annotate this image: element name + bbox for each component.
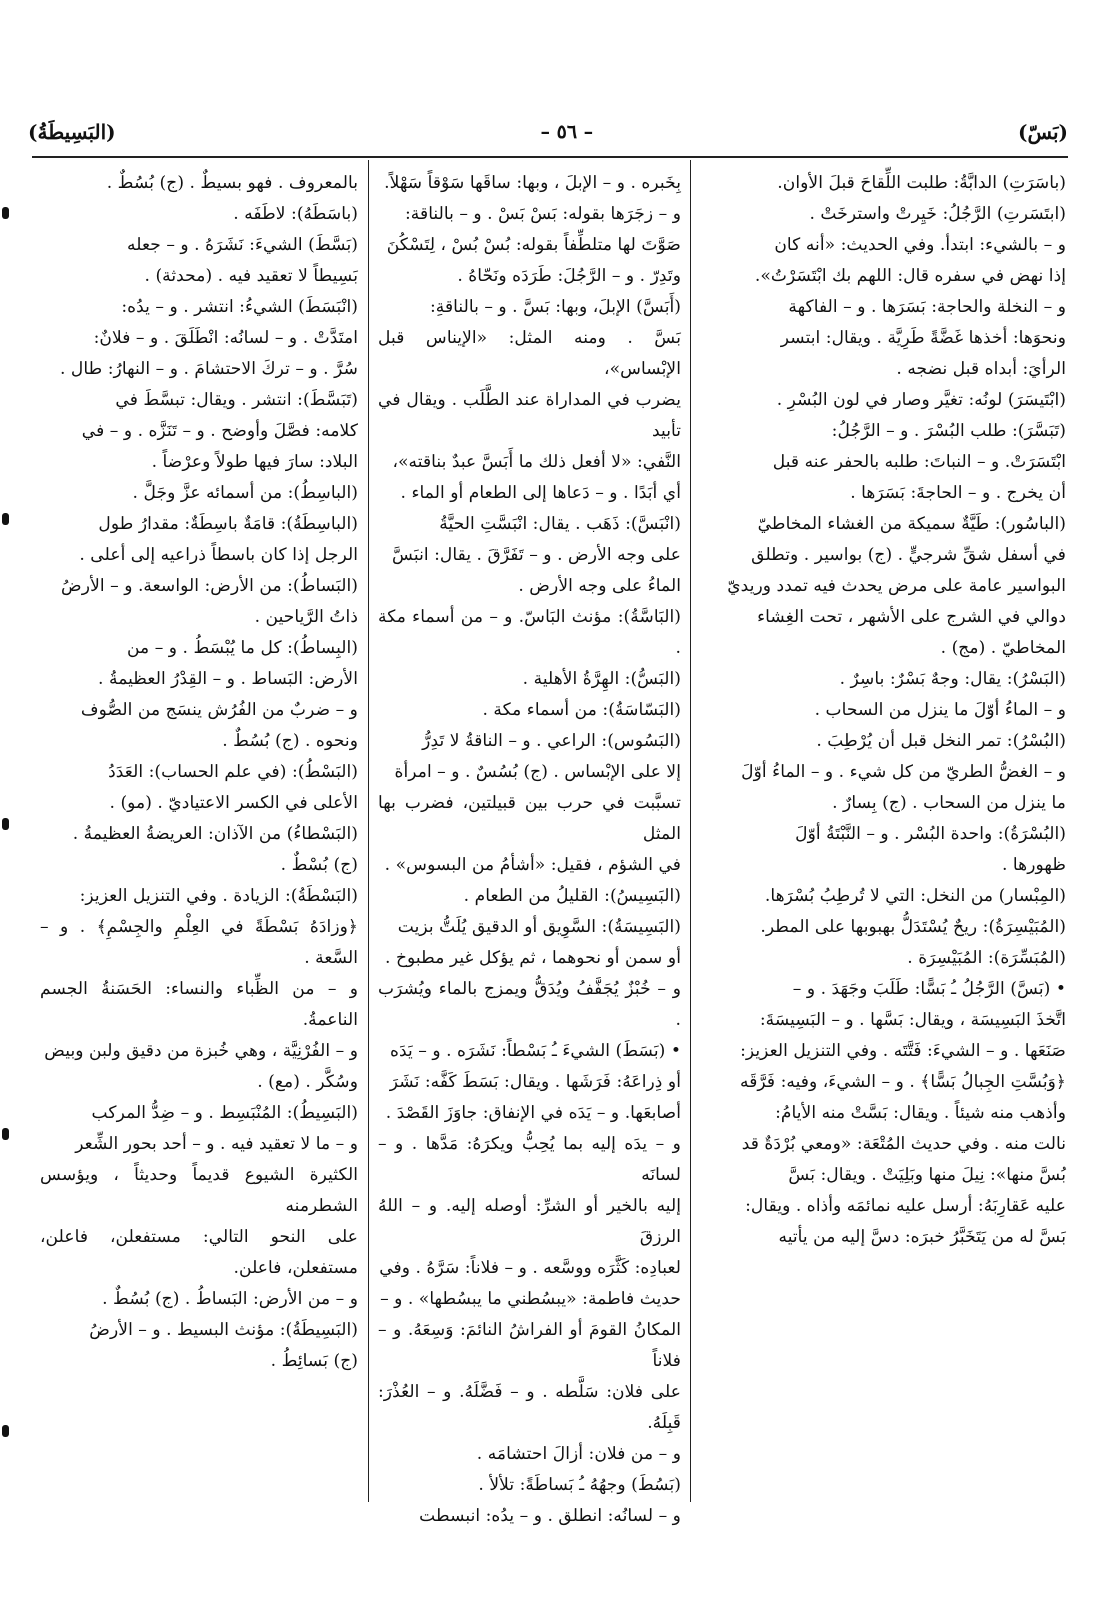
text-line: بِخَبره . و – الإبلَ ، وبها: ساقَها سَوْقاً سَهْلاً. (384, 173, 681, 193)
text-line: الكثيرة الشيوع قديماً وحديثاً ، ويؤسس الشطرمنه (40, 1165, 358, 1216)
text-line: ما ينزل من السحاب . (ج) بِسارٌ . (832, 793, 1066, 813)
column-divider-left (368, 160, 369, 1502)
text-line: حديث فاطمة: «يبسُطني ما يبسُطها» . و – (380, 1289, 681, 1309)
text-line: (المِبْسار) من النخل: التي لا تُرطِبُ بُسْرَها. (764, 886, 1066, 906)
text-line: (البَسِيسَةُ): السَّوِيق أو الدقيق يُلَتُّ بزيت (397, 917, 681, 937)
text-line: كلامه: فصَّلَ وأوضح . و – تَنَزَّه . و – في (81, 421, 358, 441)
text-line: (البُسْرَةُ): واحدة البُسْر . و – النَّبْتَةُ أوّلَ (795, 824, 1066, 844)
text-line: و – الفُرْنِيَّة ، وهي خُبزة من دقيق ولبن وبيض (44, 1041, 358, 1061)
text-line: الأرض: البَساط . و – القِدْرُ العظيمةُ . (98, 669, 358, 689)
text-line: إلا على الإبْساس . (ج) بُسُسٌ . و – امرأة (394, 762, 681, 782)
page-header (28, 112, 1068, 152)
text-line: ونحوَها: أخذها غَضَّةً طَرِيَّة . ويقال: ابتسر (780, 328, 1066, 348)
text-line: البلاد: سارَ فيها طولاً وعرْضاً . (151, 452, 358, 472)
text-line: (ج) بُسْطٌ . (280, 855, 358, 875)
text-line: و – الغضُّ الطريّ من كل شيء . و – الماءُ أوّلَ (741, 762, 1066, 782)
text-line: البواسير عامة على مرض يحدث فيه تمدد وريديّ (727, 576, 1066, 596)
text-line: و – من الظِّباء والنساء: الحَسَنةُ الجسم الناعمةُ. (40, 979, 358, 1030)
column-right (700, 168, 1066, 1498)
text-line: امتَدَّتْ . و – لسانُه: انْطَلَقَ . و – فلانٌ: (93, 328, 358, 348)
text-line: (البِساطُ): كل ما يُبْسَطُ . و – من (126, 638, 358, 658)
binding-mark (2, 207, 9, 219)
text-line: و – ضربٌ من الفُرُش ينسَج من الصُّوف (80, 700, 358, 720)
text-line: صَنَعَها . و – الشيءَ: فَتَّتَه . وفي التنزيل العزيز: (740, 1041, 1066, 1061)
text-line: أو ذِراعَهُ: فَرَشَها . ويقال: بَسَطَ كَفَّه: نَشَرَ (389, 1072, 681, 1092)
text-line: و – زجَرَها بقوله: بَسْ بَسْ . و – بالناقة: (404, 204, 681, 224)
text-line: ﴿وَبُسَّتِ الجِبالُ بَسًّا﴾ . و – الشيءَ، وفيه: فَرَّقَه (739, 1072, 1066, 1092)
text-line: و – خُبْزٌ يُجَفَّفُ ويُدَقُّ ويمزج بالماء ويُشرَب . (378, 979, 681, 1030)
text-line: وتَدِرّ . و – الرَّجُلَ: طَرَدَه ونَحّاهُ . (457, 266, 681, 286)
text-line: أصابعَها. و – يَدَه في الإنفاق: جاوَزَ القَصْدَ . (385, 1103, 681, 1123)
header-left-title: (البَسِيطَةُ) (28, 120, 116, 144)
text-line: إذا نهض في سفره قال: اللهم بك ابْتَسَرْتُ». (754, 266, 1066, 286)
text-line: (البَسّاسَةُ): من أسماء مكة . (482, 700, 681, 720)
text-line: على وجه الأرض . و – تَفَرَّقَ . يقال: انبَسَّ (391, 545, 681, 565)
text-line: ذاتُ الرَّياحين . (254, 607, 358, 627)
text-line: (تَبَسَّرَ): طلب البُسْرَ . و – الرَّجُلُ: (831, 421, 1066, 441)
text-line: يضرب في المداراة عند الطَّلَب . ويقال في تأبيد (378, 390, 681, 441)
text-line: • (بَسَّ) الرَّجُلُ ـُ بَسًّا: طَلَبَ وجَهَدَ . و – (792, 979, 1066, 999)
text-line: و – بالشيء: ابتدأ. وفي الحديث: «أنه كان (774, 235, 1066, 255)
text-line: (باسَرَتِ) الدابَّةُ: طلبت اللِّقاحَ قبلَ الأوان. (777, 173, 1066, 193)
text-line: (البَسْطاءُ) من الآذان: العريضةُ العظيمةُ . (72, 824, 358, 844)
text-line: بُسَّ منها»: نِيلَ منها وبَلِيَتْ . ويقال: بَسَّ (788, 1165, 1066, 1185)
text-line: (ابْتَيسَرَ) لونُه: تغيَّر وصار في لون البُسْرِ . (776, 390, 1066, 410)
text-line: و – النخلة والحاجة: بَسَرَها . و – الفاكهة (788, 297, 1066, 317)
column-divider-right (690, 160, 691, 1502)
text-line: (بَسَّطَ) الشيءَ: نَشَرَهُ . و – جعله (127, 235, 358, 255)
text-line: المخاطيّ . (مج) . (940, 638, 1066, 658)
text-line: بَسِيطاً لا تعقيد فيه . (محدثة) . (144, 266, 358, 286)
text-line: النَّفي: «لا أفعل ذلك ما أَبَسَّ عبدٌ بناقته»، (392, 452, 681, 472)
text-line: و – من الأرض: البَساطُ . (ج) بُسُطٌ . (102, 1289, 358, 1309)
text-line: بالمعروف . فهو بسيطٌ . (ج) بُسُطٌ . (106, 173, 358, 193)
text-line: المكانُ القومَ أو الفراشُ النائمَ: وَسِعَهُ. و – فلاناً (378, 1320, 681, 1371)
text-line: (البَاسَّةُ): مؤنث البَاسّ. و – من أسماء مكة . (378, 607, 681, 658)
text-line: دوالي في الشرج على الأشهر ، تحت الغِشاء (757, 607, 1066, 627)
text-line: على فلان: سَلَّطه . و – فَضَّلَهُ. و – العُذْرَ: قَبِلَهُ. (378, 1382, 681, 1433)
text-line: عليه عَقارِبَهُ: أرسل عليه نمائمَه وأذاه . ويقال: (745, 1196, 1066, 1216)
text-line: (البَسْطَةُ): الزيادة . وفي التنزيل العزيز: (79, 886, 358, 906)
text-line: ظهورها . (1001, 855, 1066, 875)
text-line: لعبادِه: كَثَّرَه ووسَّعه . و – فلاناً: سَرَّهُ . وفي (379, 1258, 681, 1278)
page-number: – ٥٦ – (540, 121, 594, 143)
text-line: وأذهب منه شيئاً . ويقال: بَسَّتْ منه الأيامُ: (775, 1103, 1066, 1123)
text-line: أن يخرج . و – الحاجةَ: بَسَرَها . (850, 483, 1066, 503)
binding-mark (2, 1425, 9, 1437)
text-line: الرجل إذا كان باسطاً ذراعيه إلى أعلى . (79, 545, 358, 565)
text-line: أو سمن أو نحوهما ، ثم يؤكل غير مطبوخ . (385, 948, 681, 968)
binding-mark (2, 818, 9, 830)
text-line: في أسفل شقِّ شرجيٍّ . (ج) بواسير . وتطلق (751, 545, 1066, 565)
text-line: و – من فلان: أزالَ احتشامَه . (476, 1444, 681, 1464)
column-middle (378, 168, 681, 1526)
text-line: الماءُ على وجه الأرض . (518, 576, 681, 596)
text-line: (البَسُّ): الهِرَّةُ الأهلية . (522, 669, 681, 689)
text-line: و – ما لا تعقيد فيه . و – أحد بحور الشِّعر (75, 1134, 358, 1154)
text-line: (انْبَسَطَ) الشيءُ: انتشر . و – يدُه: (121, 297, 358, 317)
text-line: أي أبَدًا . و – دَعاها إلى الطعام أو الماء . (400, 483, 681, 503)
header-right-title: (بَسّ) (1018, 120, 1068, 144)
text-line: نالت منه . وفي حديث المُتْعَة: «ومعي بُرْدَةٌ قد (741, 1134, 1066, 1154)
text-line: و – الماءُ أوّلَ ما ينزل من السحاب . (814, 700, 1066, 720)
text-line: (ابتَسَرتِ) الرَّجُلُ: خَيِرتْ واسترخَتْ . (809, 204, 1066, 224)
text-line: (أَبَسَّ) الإبلَ، وبها: بَسَّ . و – بالناقةِ: (429, 297, 681, 317)
text-line: (المُبَيْسِرَةُ): ريحٌ يُسْتَدَلُّ بهبوبها على المطر. (760, 917, 1066, 937)
text-line: الأعلى في الكسر الاعتياديّ . (مو) . (109, 793, 358, 813)
text-line: تسبَّبت في حرب بين قبيلتين، فضرب بها المثل (378, 793, 681, 844)
text-line: (الباسُور): طَيَّةٌ سميكة من الغشاء المخاطيّ (757, 514, 1066, 534)
text-line: (تَبَسَّطَ): انتشر . ويقال: تبسَّطَ في (115, 390, 358, 410)
text-line: (البَسْرُ): يقال: وجهٌ بَسْرٌ: باسِرٌ . (839, 669, 1066, 689)
text-line: بَسَّ . ومنه المثل: «الإيناس قبل الإبْساس»، (378, 328, 681, 379)
text-line: (البَسِيطُ): المُنْبَسِط . و – ضِدُّ المركب (91, 1103, 358, 1123)
text-line: (البَساطُ): من الأرض: الواسعة. و – الأرضُ (61, 576, 358, 596)
text-line: (البَسْطُ): (في علم الحساب): العَدَدُ (108, 762, 358, 782)
text-line: بَسَّ له من يَتَخَبَّرُ خبرَه: دسَّ إليه من يأتيه (778, 1227, 1066, 1247)
text-line: • (بَسَطَ) الشيءَ ـُ بَسْطاً: نَشَرَه . و – يَدَه (390, 1041, 681, 1061)
text-line: و – لسانُه: انطلق . و – يدُه: انبسطت (419, 1506, 681, 1526)
text-line: الرأيَ: أبداه قبل نضجه . (896, 359, 1066, 379)
text-line: (بَسُطَ) وجهُهُ ـُ بَساطَةً: تلألأ . (478, 1475, 681, 1495)
text-line: ابْتَسَرَتْ. و – النباتَ: طلبه بالحفر عنه قبل (772, 452, 1066, 472)
text-line: على النحو التالي: مستفعلن، فاعلن، مستفعلن، فاعلن. (40, 1227, 358, 1278)
text-line: اتَّخذَ البَسِيسَة ، ويقال: بَسَّها . و – البَسِيسَةَ: (759, 1010, 1066, 1030)
text-line: (انْبَسَّ): ذَهَب . يقال: انْبَسَّتِ الحيَّةُ (439, 514, 681, 534)
text-line: ونحوه . (ج) بُسُطٌ . (222, 731, 358, 751)
binding-mark (2, 513, 9, 525)
text-line: (الباسِطَةُ): قامَةٌ باسِطَةٌ: مقدارُ طول (98, 514, 358, 534)
text-line: إليه بالخير أو الشرِّ: أوصله إليه. و – اللهُ الرزقَ (378, 1196, 681, 1247)
text-line: ﴿وزادَهُ بَسْطَةً في العِلْمِ والجِسْمِ﴾ . و – السَّعة . (40, 917, 358, 968)
text-line: صَوَّتَ لها متلطِّفاً بقوله: بُسْ بُسْ ، لِتَسْكُنَ (386, 235, 681, 255)
text-line: (البَسِيطَةُ): مؤنث البسيط . و – الأرضُ (89, 1320, 358, 1340)
text-line: (الباسِطُ): من أسمائه عزَّ وجَلَّ . (132, 483, 358, 503)
text-line: (ج) بَسائِطُ . (270, 1351, 358, 1371)
text-line: (باسَطَهُ): لاطَفَه . (233, 204, 358, 224)
binding-mark (2, 1128, 9, 1140)
text-line: (البُسْرُ): تمر النخل قبل أن يُرْطِبَ . (816, 731, 1066, 751)
text-line: (البَسِيسُ): القليلُ من الطعام . (463, 886, 681, 906)
text-line: وسُكَّر . (مع) . (257, 1072, 358, 1092)
header-rule (32, 156, 1068, 158)
text-line: في الشؤم ، فقيل: «أشأمُ من البسوس» . (384, 855, 681, 875)
text-line: (المُبَسِّرَة): المُبَيْسِرَة . (907, 948, 1066, 968)
text-line: (البَسُوس): الراعي . و – الناقةُ لا تَدِرُّ (422, 731, 681, 751)
text-line: سُرَّ . و – تركَ الاحتشامَ . و – النهارُ: طال . (59, 359, 358, 379)
text-line: و – يدَه إليه بما يُحِبُّ ويكرَهُ: مَدَّها . و – لسانَه (378, 1134, 681, 1185)
column-left (40, 168, 358, 1498)
